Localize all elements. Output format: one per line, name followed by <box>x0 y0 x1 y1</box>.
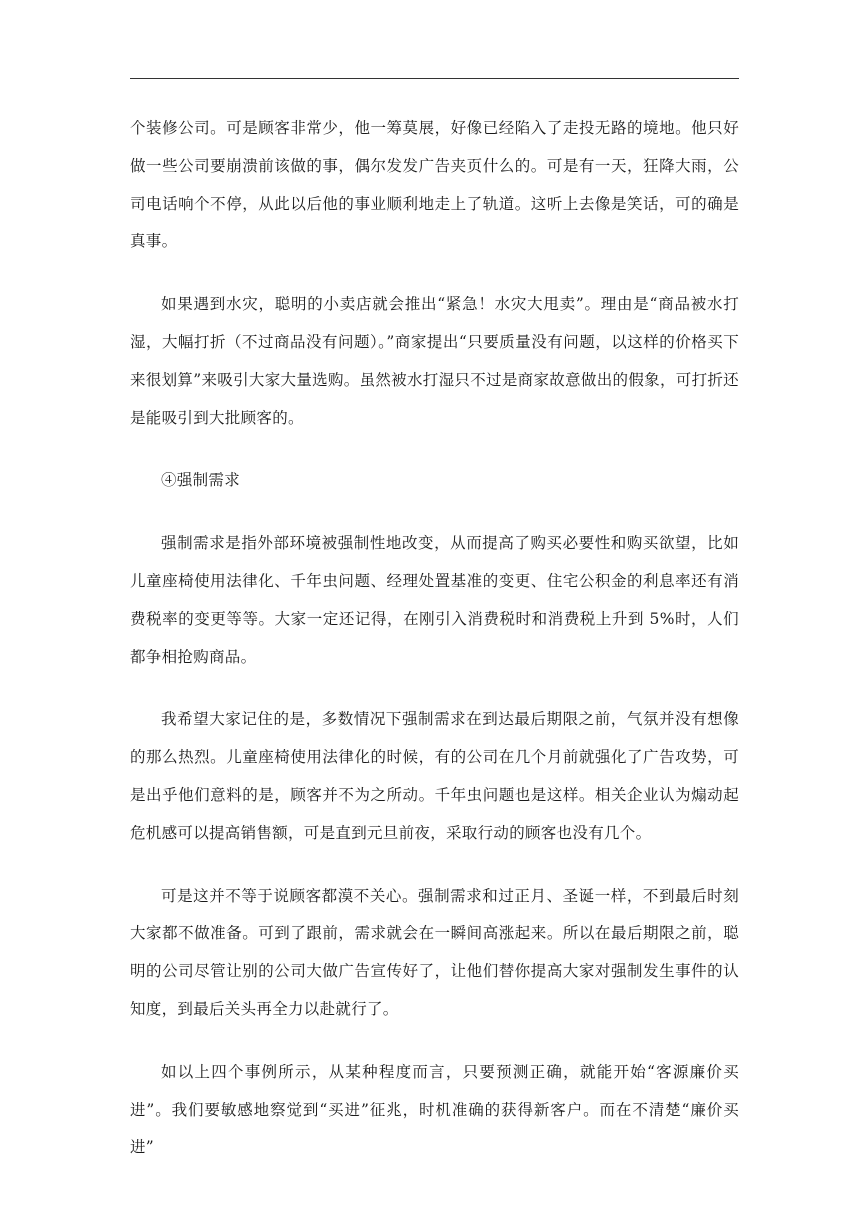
header-rule <box>130 78 739 79</box>
document-body <box>130 110 739 1167</box>
paragraph-2: 如果遇到水灾，聪明的小卖店就会推出“紧急！水灾大甩卖”。理由是“商品被水打湿，大幅打折（不过商品没有问题）。”商家提出“只要质量没有问题，以这样的价格买下来很划算”来吸引大家大量选购。虽然被水打湿只不过是商家故意做出的假象，可打折还是能吸引到大批顾客的。 <box>130 295 739 427</box>
paragraph-7: 如以上四个事例所示，从某种程度而言，只要预测正确，就能开始“客源廉价买进”。我们要敏感地察觉到“买进”征兆，时机准确的获得新客户。而在不清楚“廉价买进” <box>130 1062 739 1157</box>
section-heading-forced-demand: ④强制需求 <box>161 471 241 490</box>
paragraph-1: 个装修公司。可是顾客非常少，他一筹莫展，好像已经陷入了走投无路的境地。他只好做一些公司要崩溃前该做的事，偶尔发发广告夹页什么的。可是有一天，狂降大雨，公司电话响个不停，从此以后他的事业顺利地走上了轨道。这听上去像是笑话，可的确是真事。 <box>130 119 739 251</box>
paragraph-4: 强制需求是指外部环境被强制性地改变，从而提高了购买必要性和购买欲望，比如儿童座椅使用法律化、千年虫问题、经理处置基准的变更、住宅公积金的利息率还有消费税率的变更等等。大家一定还记得，在刚引入消费税时和消费税上升到 5%时，人们都争相抢购商品。 <box>130 534 739 666</box>
paragraph-5: 我希望大家记住的是，多数情况下强制需求在到达最后期限之前，气氛并没有想像的那么热烈。儿童座椅使用法律化的时候，有的公司在几个月前就强化了广告攻势，可是出乎他们意料的是，顾客并不为之所动。千年虫问题也是这样。相关企业认为煽动起危机感可以提高销售额，可是直到元旦前夜，采取行动的顾客也没有几个。 <box>130 710 739 842</box>
paragraph-6: 可是这并不等于说顾客都漠不关心。强制需求和过正月、圣诞一样，不到最后时刻大家都不做准备。可到了跟前，需求就会在一瞬间高涨起来。所以在最后期限之前，聪明的公司尽管让别的公司大做广告宣传好了，让他们替你提高大家对强制发生事件的认知度，到最后关头再全力以赴就行了。 <box>130 886 739 1018</box>
